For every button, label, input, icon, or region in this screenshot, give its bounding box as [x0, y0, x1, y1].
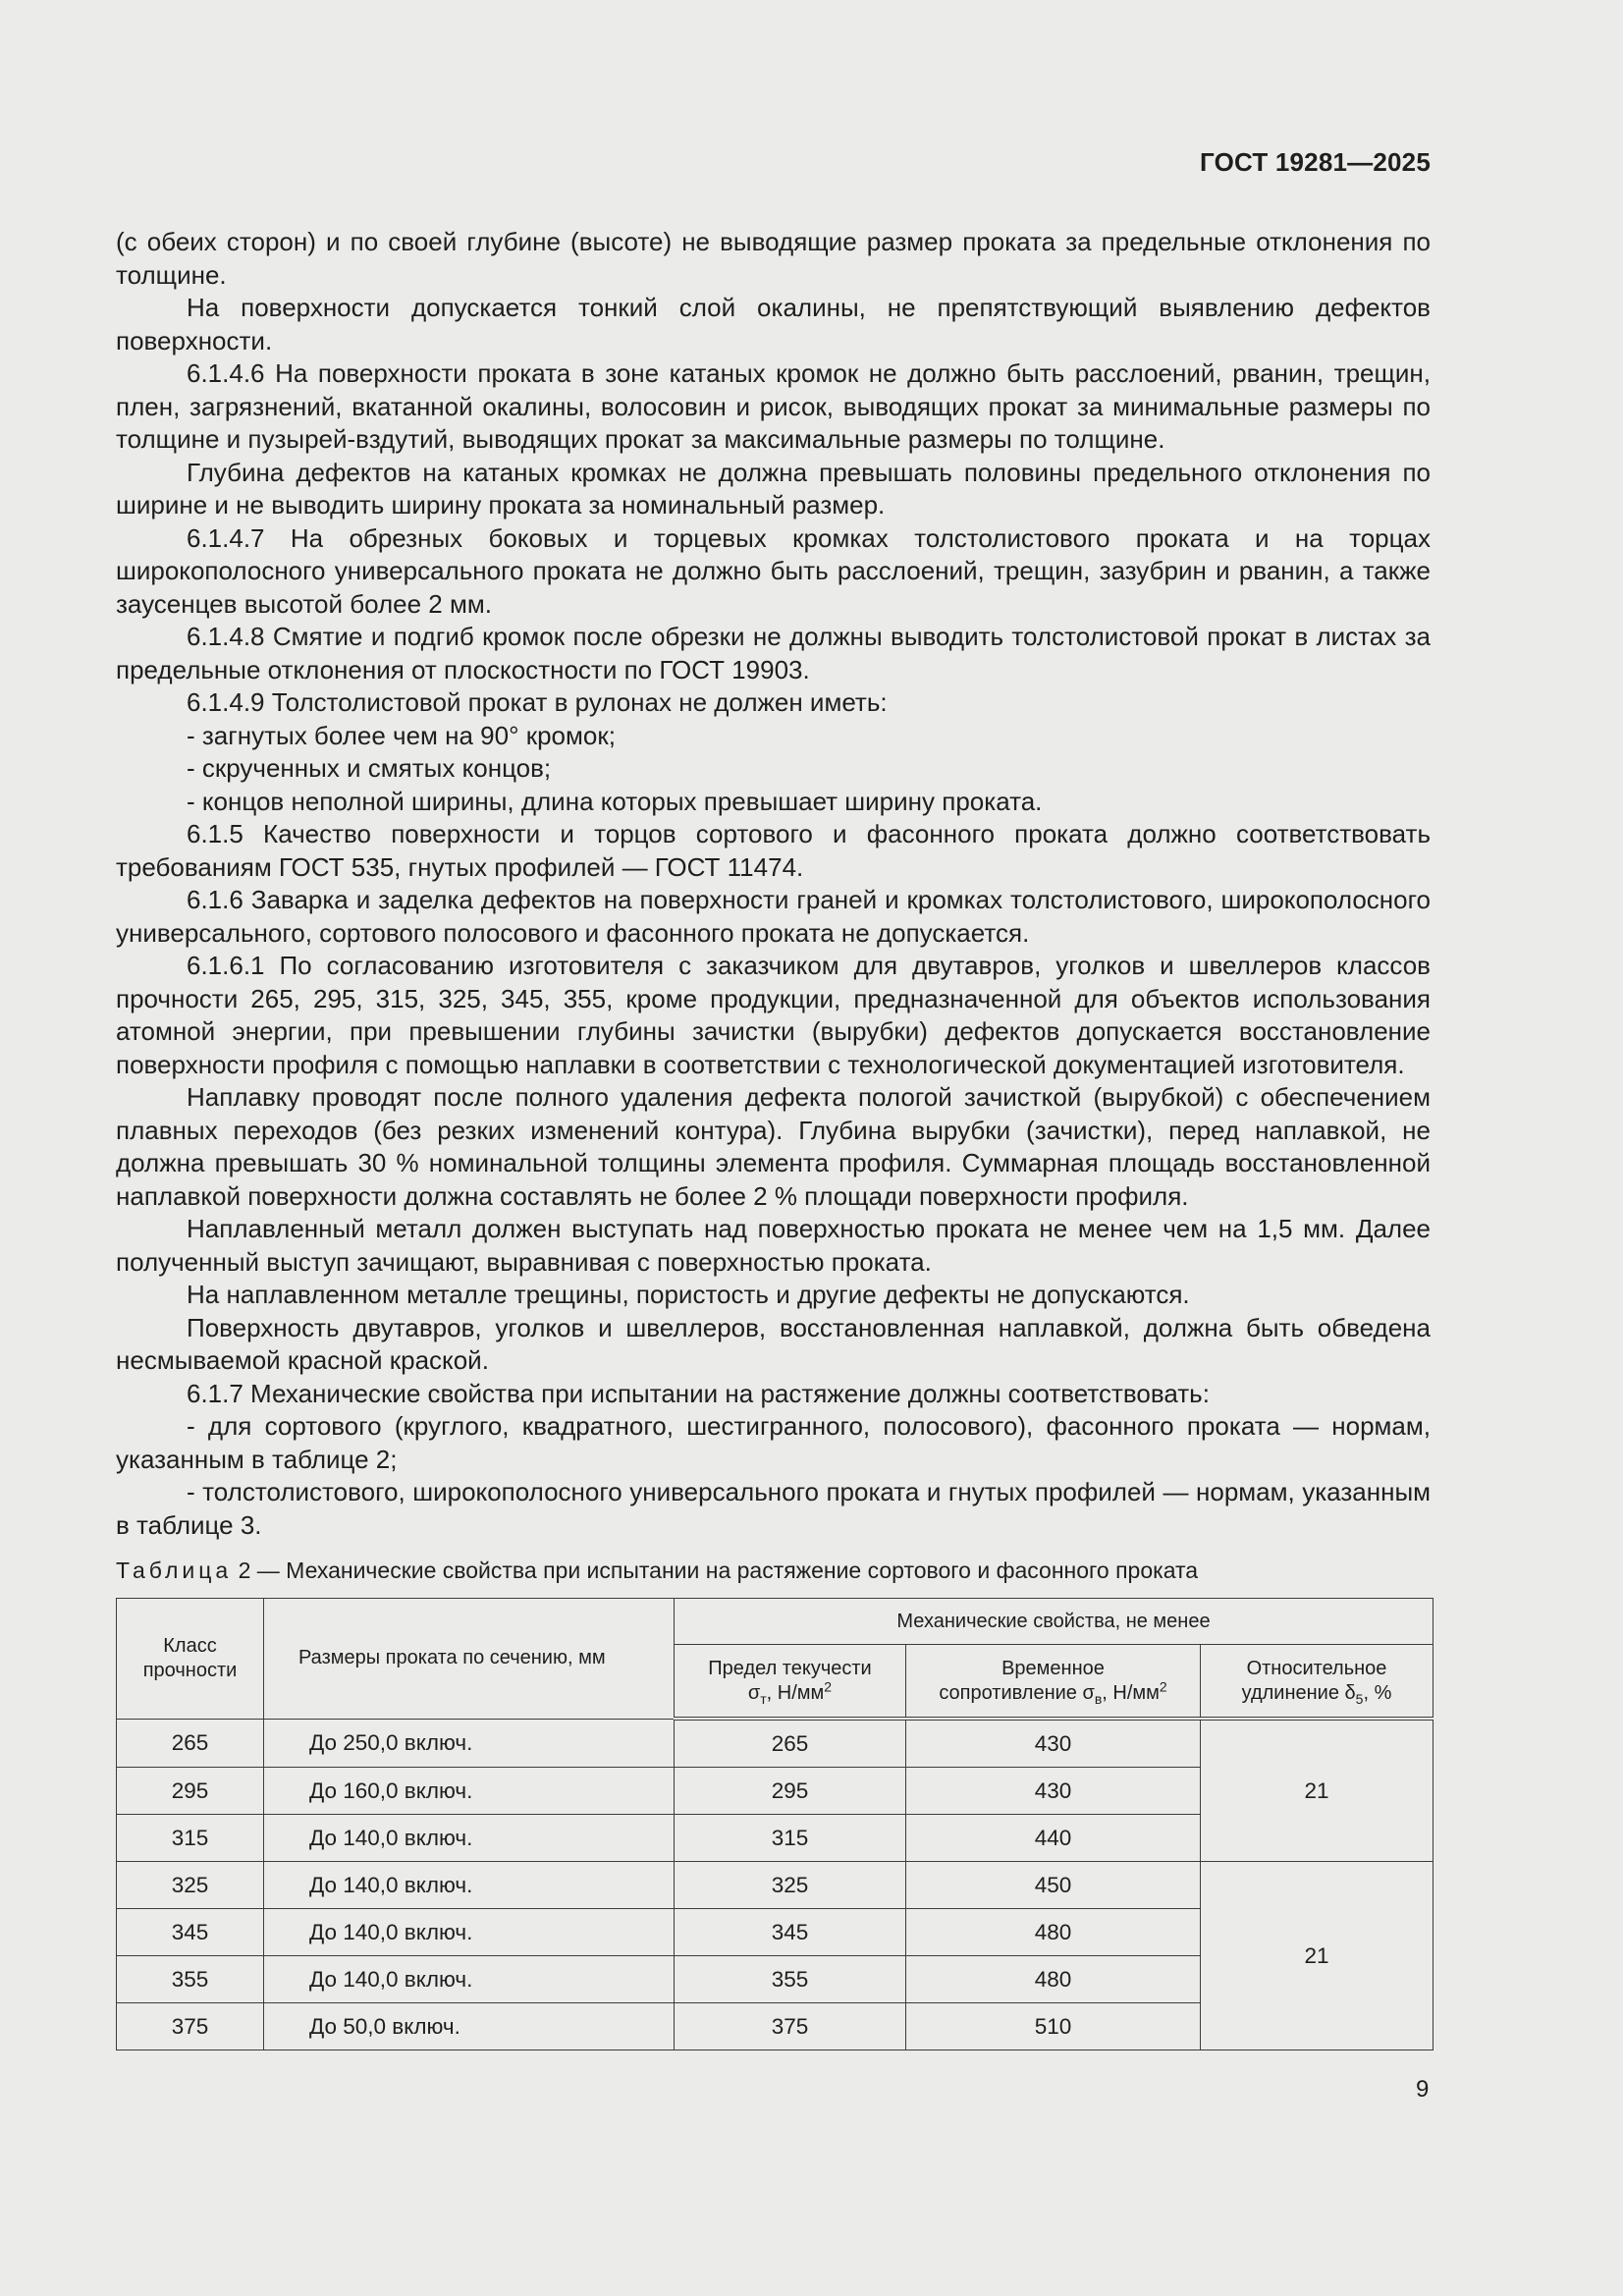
- header-elongation-line2: удлинение δ: [1241, 1681, 1356, 1704]
- paragraph: На поверхности допускается тонкий слой окалины, не препятствующий выявлению дефектов поверхности.: [116, 293, 1431, 355]
- cell-size: До 250,0 включ.: [264, 1719, 675, 1768]
- cell-tensile-strength: 430: [906, 1768, 1201, 1815]
- body-text: [116, 226, 1431, 1542]
- cell-elongation-group-2: 21: [1201, 1862, 1434, 2050]
- cell-strength-class: 345: [117, 1909, 264, 1956]
- paragraph: 6.1.4.9 Толстолистовой прокат в рулонах не должен иметь:: [187, 687, 888, 717]
- paragraph: 6.1.6 Заварка и заделка дефектов на поверхности граней и кромках толстолистового, широкополосного универсального, сортового полосового и фасонного проката не допускается.: [116, 885, 1431, 948]
- cell-yield-strength: 325: [675, 1862, 906, 1909]
- table-row: [117, 1862, 1434, 1909]
- cell-size: До 50,0 включ.: [264, 2003, 675, 2050]
- header-yield-strength: [675, 1645, 906, 1720]
- cell-size: До 140,0 включ.: [264, 1956, 675, 2003]
- header-elongation-unit: , %: [1363, 1681, 1392, 1704]
- header-elongation-subscript: 5: [1355, 1690, 1364, 1707]
- cell-tensile-strength: 510: [906, 2003, 1201, 2050]
- paragraph: Наплавку проводят после полного удаления дефекта пологой зачисткой (вырубкой) с обеспечением плавных переходов (без резких изменений контура). Глубина вырубки (зачистки), перед наплавкой, не должна превышать 30 % номинальной толщины элемента профиля. Суммарная площадь восстановленной наплавкой поверхности должна составлять не более 2 % площади поверхности профиля.: [116, 1082, 1431, 1211]
- paragraph: Глубина дефектов на катаных кромках не должна превышать половины предельного отклонения по ширине и не выводить ширину проката за номинальный размер.: [116, 457, 1431, 519]
- header-elongation: [1201, 1645, 1434, 1720]
- cell-yield-strength: 345: [675, 1909, 906, 1956]
- header-yield-subscript: т: [760, 1690, 767, 1707]
- cell-tensile-strength: 480: [906, 1956, 1201, 2003]
- cell-tensile-strength: 450: [906, 1862, 1201, 1909]
- cell-tensile-strength: 480: [906, 1909, 1201, 1956]
- header-elongation-label: Относительное: [1246, 1657, 1387, 1679]
- paragraph: 6.1.4.8 Смятие и подгиб кромок после обрезки не должны выводить толстолистовой прокат в листах за предельные отклонения от плоскостности по ГОСТ 19903.: [116, 622, 1431, 684]
- paragraph: 6.1.7 Механические свойства при испытании на растяжение должны соответствовать:: [187, 1378, 1210, 1408]
- cell-size: До 140,0 включ.: [264, 1815, 675, 1862]
- table-caption: [116, 1558, 1198, 1584]
- header-tensile-superscript: 2: [1159, 1677, 1167, 1694]
- paragraph: (с обеих сторон) и по своей глубине (высоте) не выводящие размер проката за предельные отклонения по толщине.: [116, 227, 1431, 290]
- header-tensile-line2: сопротивление σ: [939, 1681, 1095, 1704]
- cell-yield-strength: 265: [675, 1719, 906, 1768]
- list-item: - концов неполной ширины, длина которых превышает ширину проката.: [187, 786, 1043, 816]
- paragraph: 6.1.4.6 На поверхности проката в зоне катаных кромок не должно быть расслоений, рванин, трещин, плен, загрязнений, вкатанной окалины, волосовин и рисок, выводящих прокат за минимальные размеры по толщине и пузырей-вздутий, выводящих прокат за максимальные размеры по толщине.: [116, 358, 1431, 454]
- cell-strength-class: 265: [117, 1719, 264, 1768]
- list-item: - скрученных и смятых концов;: [187, 753, 552, 783]
- cell-elongation-group-1: 21: [1201, 1719, 1434, 1862]
- header-tensile-strength: [906, 1645, 1201, 1720]
- page-number: 9: [1416, 2076, 1430, 2103]
- header-tensile-unit: , Н/мм: [1102, 1681, 1160, 1704]
- cell-tensile-strength: 430: [906, 1719, 1201, 1768]
- cell-size: До 160,0 включ.: [264, 1768, 675, 1815]
- cell-yield-strength: 355: [675, 1956, 906, 2003]
- paragraph: Наплавленный металл должен выступать над поверхностью проката не менее чем на 1,5 мм. Далее полученный выступ зачищают, выравнивая с поверхностью проката.: [116, 1214, 1431, 1277]
- header-yield-superscript: 2: [824, 1677, 833, 1694]
- list-item: - загнутых более чем на 90° кромок;: [187, 720, 616, 750]
- cell-strength-class: 375: [117, 2003, 264, 2050]
- header-yield-symbol: σ: [747, 1681, 761, 1704]
- header-sizes: Размеры проката по сечению, мм: [264, 1599, 675, 1720]
- list-item: - толстолистового, широкополосного универсального проката и гнутых профилей — нормам, указанным в таблице 3.: [116, 1477, 1431, 1540]
- cell-size: До 140,0 включ.: [264, 1862, 675, 1909]
- table-caption-title: 2 — Механические свойства при испытании на растяжение сортового и фасонного проката: [232, 1558, 1199, 1583]
- header-mechanical-properties: Механические свойства, не менее: [675, 1599, 1434, 1645]
- cell-strength-class: 295: [117, 1768, 264, 1815]
- list-item: - для сортового (круглого, квадратного, шестигранного, полосового), фасонного проката — нормам, указанным в таблице 2;: [116, 1411, 1431, 1474]
- paragraph: 6.1.5 Качество поверхности и торцов сортового и фасонного проката должно соответствовать требованиям ГОСТ 535, гнутых профилей — ГОСТ 11474.: [116, 819, 1431, 882]
- table-row: [117, 1719, 1434, 1768]
- mechanical-properties-table: [116, 1598, 1434, 2050]
- paragraph: 6.1.6.1 По согласованию изготовителя с заказчиком для двутавров, уголков и швеллеров классов прочности 265, 295, 315, 325, 345, 355, кроме продукции, предназначенной для объектов использования атомной энергии, при превышении глубины зачистки (вырубки) дефектов допускается восстановление поверхности профиля с помощью наплавки в соответствии с технологической документацией изготовителя.: [116, 951, 1431, 1079]
- header-tensile-subscript: в: [1094, 1690, 1103, 1707]
- header-yield-unit: , Н/мм: [766, 1681, 825, 1704]
- header-yield-label: Предел текучести: [708, 1657, 872, 1679]
- cell-yield-strength: 375: [675, 2003, 906, 2050]
- cell-strength-class: 355: [117, 1956, 264, 2003]
- paragraph: На наплавленном металле трещины, пористость и другие дефекты не допускаются.: [187, 1280, 1190, 1309]
- cell-strength-class: 325: [117, 1862, 264, 1909]
- document-id: ГОСТ 19281—2025: [1200, 147, 1431, 177]
- header-tensile-label: Временное: [1001, 1657, 1105, 1679]
- cell-strength-class: 315: [117, 1815, 264, 1862]
- paragraph: 6.1.4.7 На обрезных боковых и торцевых кромках толстолистового проката и на торцах широкополосного универсального проката не должно быть расслоений, трещин, зазубрин и рванин, а также заусенцев высотой более 2 мм.: [116, 522, 1431, 619]
- header-strength-class: Класс прочности: [117, 1599, 264, 1720]
- cell-yield-strength: 295: [675, 1768, 906, 1815]
- cell-size: До 140,0 включ.: [264, 1909, 675, 1956]
- cell-yield-strength: 315: [675, 1815, 906, 1862]
- cell-tensile-strength: 440: [906, 1815, 1201, 1862]
- table-caption-label: Таблица: [116, 1558, 233, 1583]
- paragraph: Поверхность двутавров, уголков и швеллеров, восстановленная наплавкой, должна быть обведена несмываемой красной краской.: [116, 1312, 1431, 1375]
